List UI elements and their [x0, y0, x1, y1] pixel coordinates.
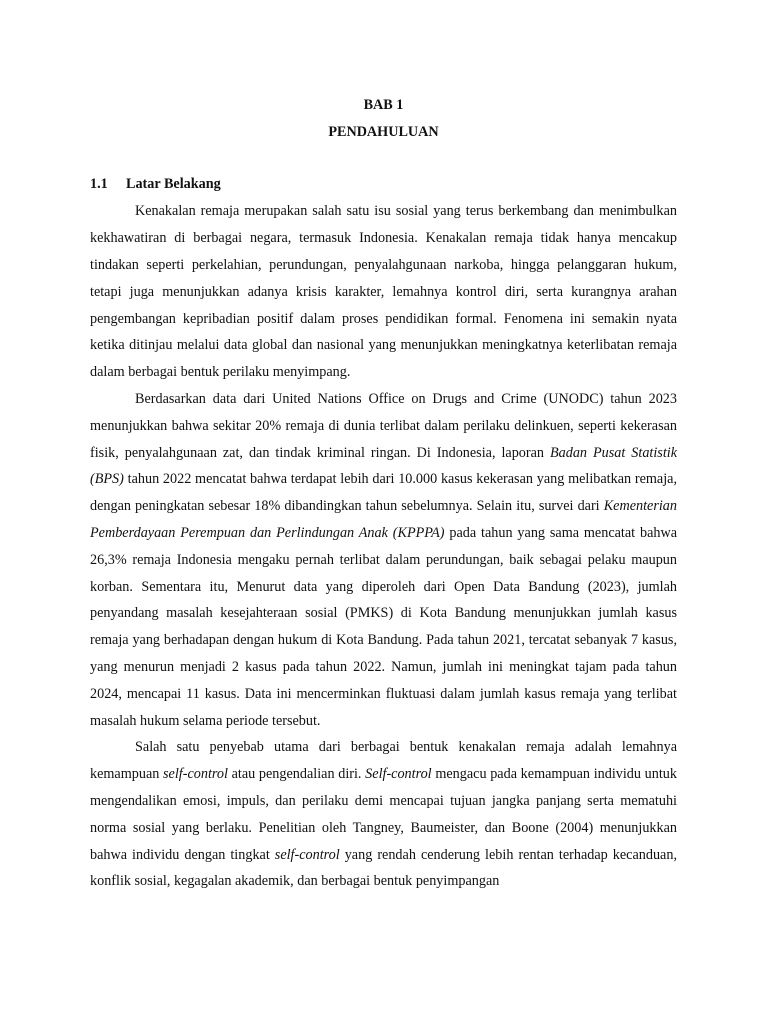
self-control-term-1: self-control [163, 766, 228, 783]
document-page [90, 92, 677, 895]
paragraph-2-text-1: Berdasarkan data dari United Nations Office on Drugs and Crime (UNODC) tahun 2023 menunjukkan bahwa sekitar 20% remaja di dunia terlibat dalam perilaku delinkuen, seperti kekerasan fisik, penyalahgunaan zat, dan tindak kriminal ringan. Di Indonesia, laporan [90, 390, 677, 461]
bps-name: Badan Pusat Statistik (BPS) [90, 444, 677, 488]
paragraph-3-text-4: yang rendah cenderung lebih rentan terhadap kecanduan, konflik sosial, kegagalan akademik, dan berbagai bentuk penyimpangan [90, 846, 677, 890]
self-control-term-3: self-control [274, 846, 340, 863]
section-number: 1.1 [90, 176, 108, 193]
chapter-title: PENDAHULUAN [328, 123, 439, 140]
paragraph-3-text-1: Salah satu penyebab utama dari berbagai bentuk kenakalan remaja adalah lemahnya kemampuan [90, 739, 677, 783]
paragraph-3 [90, 734, 677, 895]
section-title: Latar Belakang [126, 176, 221, 193]
paragraph-2 [90, 386, 677, 734]
paragraph-2-text-2: tahun 2022 mencatat bahwa terdapat lebih dari 10.000 kasus kekerasan yang melibatkan remaja, dengan peningkatan sebesar 18% dibandingkan tahun sebelumnya. Selain itu, survei dari [90, 471, 677, 515]
paragraph-3-text-3: mengacu pada kemampuan individu untuk mengendalikan emosi, impuls, dan perilaku demi mencapai tujuan jangka panjang serta mematuhi norma sosial yang berlaku. Penelitian oleh Tangney, Baumeister, dan Boone (2004) menunjukkan bahwa individu dengan tingkat [90, 766, 677, 863]
chapter-number: BAB 1 [363, 97, 404, 113]
self-control-term-2: Self-control [365, 766, 432, 783]
kpppa-name: Kementerian Pemberdayaan Perempuan dan Perlindungan Anak (KPPPA) [90, 498, 677, 541]
paragraph-2-text-3: pada tahun yang sama mencatat bahwa 26,3% remaja Indonesia mengaku pernah terlibat dalam perundungan, baik sebagai pelaku maupun korban. Sementara itu, Menurut data yang diperoleh dari Open Data Bandung (2023), jumlah penyandang masalah kesejahteraan sosial (PMKS) di Kota Bandung menunjukkan jumlah kasus remaja yang berhadapan dengan hukum di Kota Bandung. Pada tahun 2021, tercatat sebanyak 7 kasus, yang menurun menjadi 2 kasus pada tahun 2022. Namun, jumlah ini meningkat tajam pada tahun 2024, mencapai 11 kasus. Data ini mencerminkan fluktuasi dalam jumlah kasus remaja yang terlibat masalah hukum selama periode tersebut. [90, 524, 677, 729]
section-heading [90, 171, 677, 198]
paragraph-3-text-2: atau pengendalian diri. [227, 766, 366, 783]
paragraph-1: Kenakalan remaja merupakan salah satu isu sosial yang terus berkembang dan menimbulkan kekhawatiran di berbagai negara, termasuk Indonesia. Kenakalan remaja tidak hanya mencakup tindakan seperti perkelahian, perundungan, penyalahgunaan narkoba, hingga pelanggaran hukum, tetapi juga menunjukkan adanya krisis karakter, lemahnya kontrol diri, serta kurangnya arahan pengembangan kepribadian positif dalam proses pendidikan formal. Fenomena ini semakin nyata ketika ditinjau melalui data global dan nasional yang menunjukkan meningkatnya keterlibatan remaja dalam berbagai bentuk perilaku menyimpang. [90, 203, 677, 381]
